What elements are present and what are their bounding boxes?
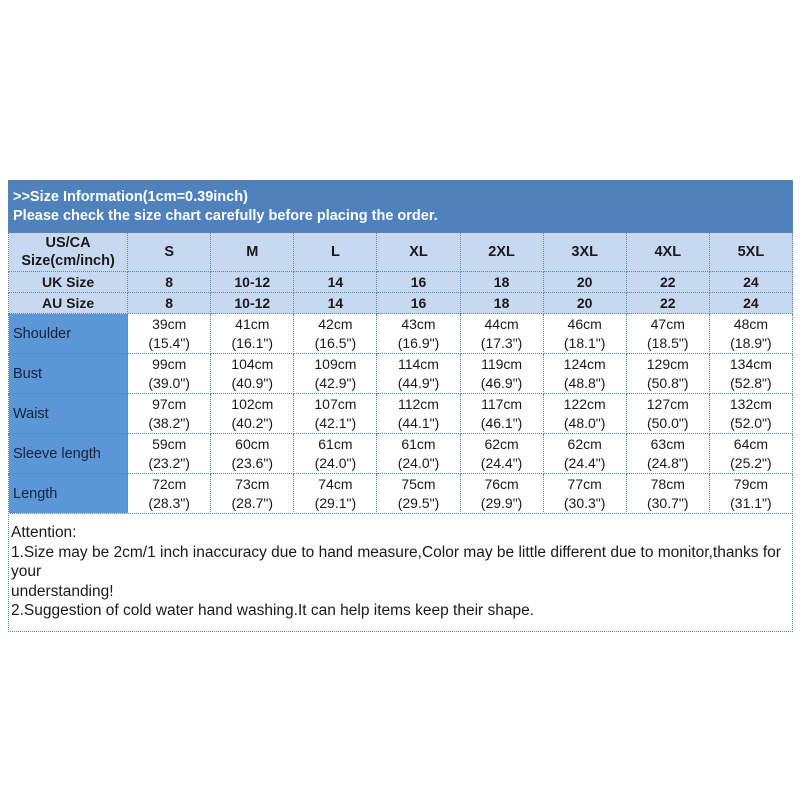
measurement-cell — [211, 434, 294, 474]
value-inch: (24.4") — [563, 454, 606, 471]
value-inch: (46.1") — [480, 414, 523, 431]
column-header-2xl: 2XL — [460, 233, 543, 272]
corner-label-line1: US/CA — [45, 235, 91, 251]
value-inch: (31.1") — [730, 494, 772, 511]
measurement-label: Shoulder — [9, 314, 128, 354]
uk-size-value: 8 — [128, 272, 211, 293]
value-inch: (29.9") — [480, 494, 523, 511]
value-cm: 97cm — [152, 395, 187, 412]
measurement-cell — [460, 474, 543, 514]
value-cm: 132cm — [729, 395, 772, 412]
value-inch: (16.1") — [231, 334, 274, 351]
value-inch: (24.0") — [397, 454, 440, 471]
value-cm: 119cm — [481, 355, 523, 372]
corner-header-cell — [9, 233, 128, 272]
uk-size-value: 24 — [709, 272, 792, 293]
measurement-row — [9, 354, 793, 394]
attention-line-1: 1.Size may be 2cm/1 inch inaccuracy due to hand measure,Color may be little different due to monitor,thanks for your — [11, 543, 781, 580]
measurement-cell — [128, 434, 211, 474]
value-cm: 41cm — [235, 315, 270, 332]
value-inch: (18.1") — [563, 334, 606, 351]
attention-line-2: understanding! — [11, 582, 114, 600]
value-cm: 73cm — [235, 475, 270, 492]
column-header-3xl: 3XL — [543, 233, 626, 272]
measurement-cell — [626, 314, 709, 354]
value-inch: (15.4") — [148, 334, 190, 351]
measurement-cell — [294, 434, 377, 474]
measurement-cell — [626, 354, 709, 394]
attention-line-3: 2.Suggestion of cold water hand washing.It can help items keep their shape. — [11, 602, 535, 619]
au-size-value: 24 — [709, 293, 792, 314]
uk-size-value: 20 — [543, 272, 626, 293]
measurement-cell — [709, 354, 792, 394]
measurement-label: Length — [9, 474, 128, 514]
value-inch: (28.7") — [231, 494, 274, 511]
uk-size-value: 18 — [460, 272, 543, 293]
value-inch: (38.2") — [148, 414, 190, 431]
measurement-cell — [294, 394, 377, 434]
value-cm: 62cm — [484, 435, 519, 452]
measurement-label: Sleeve length — [9, 434, 128, 474]
value-inch: (40.2") — [231, 414, 274, 431]
measurement-cell — [211, 314, 294, 354]
uk-size-value: 22 — [626, 272, 709, 293]
au-size-value: 14 — [294, 293, 377, 314]
value-inch: (30.3") — [563, 494, 606, 511]
au-size-value: 10-12 — [211, 293, 294, 314]
value-inch: (18.5") — [646, 334, 689, 351]
value-cm: 79cm — [733, 475, 769, 492]
value-inch: (23.2") — [148, 454, 190, 471]
measurement-cell — [460, 394, 543, 434]
measurement-cell — [128, 474, 211, 514]
measurement-cell — [543, 434, 626, 474]
uk-size-value: 14 — [294, 272, 377, 293]
column-header-m: M — [211, 233, 294, 272]
value-cm: 122cm — [563, 395, 606, 412]
measurement-cell — [377, 314, 460, 354]
value-cm: 124cm — [563, 355, 606, 372]
value-cm: 59cm — [152, 435, 187, 452]
column-header-l: L — [294, 233, 377, 272]
value-inch: (42.1") — [314, 414, 357, 431]
measurement-cell — [211, 354, 294, 394]
size-info-banner — [8, 180, 793, 233]
value-cm: 61cm — [401, 435, 436, 452]
value-cm: 61cm — [318, 435, 353, 452]
value-cm: 72cm — [152, 475, 187, 492]
measurement-cell — [709, 434, 792, 474]
column-header-s: S — [128, 233, 211, 272]
measurement-cell — [543, 314, 626, 354]
value-inch: (16.9") — [397, 334, 440, 351]
value-inch: (29.5") — [397, 494, 440, 511]
value-cm: 127cm — [646, 395, 689, 412]
au-size-value: 16 — [377, 293, 460, 314]
au-size-value: 8 — [128, 293, 211, 314]
banner-title: >>Size Information(1cm=0.39inch) — [13, 188, 248, 205]
uk-size-value: 16 — [377, 272, 460, 293]
uk-size-value: 10-12 — [211, 272, 294, 293]
value-inch: (30.7") — [646, 494, 689, 511]
value-inch: (42.9") — [314, 374, 357, 391]
value-inch: (48.8") — [563, 374, 606, 391]
au-size-row — [9, 293, 793, 314]
measurement-row — [9, 394, 793, 434]
measurement-row — [9, 474, 793, 514]
measurement-cell — [709, 314, 792, 354]
value-inch: (29.1") — [314, 494, 357, 511]
measurement-cell — [128, 354, 211, 394]
measurement-cell — [377, 354, 460, 394]
value-cm: 78cm — [650, 475, 685, 492]
column-header-4xl: 4XL — [626, 233, 709, 272]
value-inch: (40.9") — [231, 374, 274, 391]
measurement-cell — [460, 354, 543, 394]
attention-title: Attention: — [11, 524, 77, 541]
banner-subtitle: Please check the size chart carefully before placing the order. — [13, 207, 438, 224]
corner-label-line2: Size(cm/inch) — [21, 253, 115, 269]
measurement-cell — [211, 394, 294, 434]
measurement-cell — [460, 434, 543, 474]
value-cm: 134cm — [729, 355, 772, 372]
attention-note — [8, 513, 793, 632]
value-cm: 46cm — [567, 315, 602, 332]
au-size-value: 18 — [460, 293, 543, 314]
value-cm: 63cm — [650, 435, 685, 452]
value-inch: (44.9") — [397, 374, 440, 391]
measurement-label: Waist — [9, 394, 128, 434]
measurement-cell — [626, 434, 709, 474]
measurement-cell — [377, 434, 460, 474]
value-inch: (48.0") — [563, 414, 606, 431]
size-chart-table — [8, 232, 793, 514]
value-cm: 117cm — [481, 395, 523, 412]
measurement-cell — [543, 394, 626, 434]
value-inch: (16.5") — [314, 334, 357, 351]
au-size-label: AU Size — [9, 293, 128, 314]
value-inch: (52.0") — [730, 414, 772, 431]
value-cm: 48cm — [733, 315, 769, 332]
measurement-cell — [128, 394, 211, 434]
value-cm: 112cm — [397, 395, 439, 412]
measurement-cell — [211, 474, 294, 514]
value-inch: (23.6") — [231, 454, 274, 471]
value-cm: 99cm — [152, 355, 187, 372]
measurement-row — [9, 314, 793, 354]
value-inch: (39.0") — [148, 374, 190, 391]
measurement-cell — [377, 394, 460, 434]
value-inch: (18.9") — [730, 334, 772, 351]
measurement-cell — [543, 474, 626, 514]
value-cm: 109cm — [314, 355, 357, 372]
uk-size-label: UK Size — [9, 272, 128, 293]
column-header-5xl: 5XL — [709, 233, 792, 272]
measurement-cell — [294, 314, 377, 354]
value-inch: (52.8") — [730, 374, 772, 391]
value-cm: 75cm — [401, 475, 436, 492]
measurement-cell — [543, 354, 626, 394]
value-cm: 114cm — [397, 355, 439, 372]
measurement-cell — [709, 474, 792, 514]
measurement-cell — [460, 314, 543, 354]
value-cm: 64cm — [733, 435, 769, 452]
value-cm: 44cm — [484, 315, 519, 332]
measurement-cell — [294, 474, 377, 514]
value-inch: (24.8") — [646, 454, 689, 471]
value-inch: (46.9") — [480, 374, 523, 391]
value-inch: (17.3") — [480, 334, 523, 351]
size-header-row — [9, 233, 793, 272]
value-cm: 39cm — [152, 315, 187, 332]
size-chart-sheet — [8, 180, 793, 632]
measurement-cell — [294, 354, 377, 394]
value-cm: 60cm — [235, 435, 270, 452]
measurement-cell — [626, 394, 709, 434]
value-cm: 102cm — [231, 395, 274, 412]
measurement-cell — [128, 314, 211, 354]
value-inch: (24.0") — [314, 454, 357, 471]
value-cm: 77cm — [567, 475, 602, 492]
measurement-row — [9, 434, 793, 474]
measurement-cell — [709, 394, 792, 434]
column-header-xl: XL — [377, 233, 460, 272]
value-cm: 104cm — [231, 355, 274, 372]
value-inch: (28.3") — [148, 494, 190, 511]
value-inch: (24.4") — [480, 454, 523, 471]
value-cm: 62cm — [567, 435, 602, 452]
value-cm: 129cm — [646, 355, 689, 372]
uk-size-row — [9, 272, 793, 293]
value-inch: (25.2") — [730, 454, 772, 471]
measurement-cell — [626, 474, 709, 514]
measurement-label: Bust — [9, 354, 128, 394]
value-cm: 76cm — [484, 475, 519, 492]
au-size-value: 22 — [626, 293, 709, 314]
value-cm: 42cm — [318, 315, 353, 332]
value-inch: (50.8") — [646, 374, 689, 391]
value-cm: 47cm — [650, 315, 685, 332]
value-inch: (50.0") — [646, 414, 689, 431]
value-inch: (44.1") — [397, 414, 440, 431]
measurement-cell — [377, 474, 460, 514]
au-size-value: 20 — [543, 293, 626, 314]
value-cm: 107cm — [314, 395, 357, 412]
value-cm: 74cm — [318, 475, 353, 492]
value-cm: 43cm — [401, 315, 436, 332]
